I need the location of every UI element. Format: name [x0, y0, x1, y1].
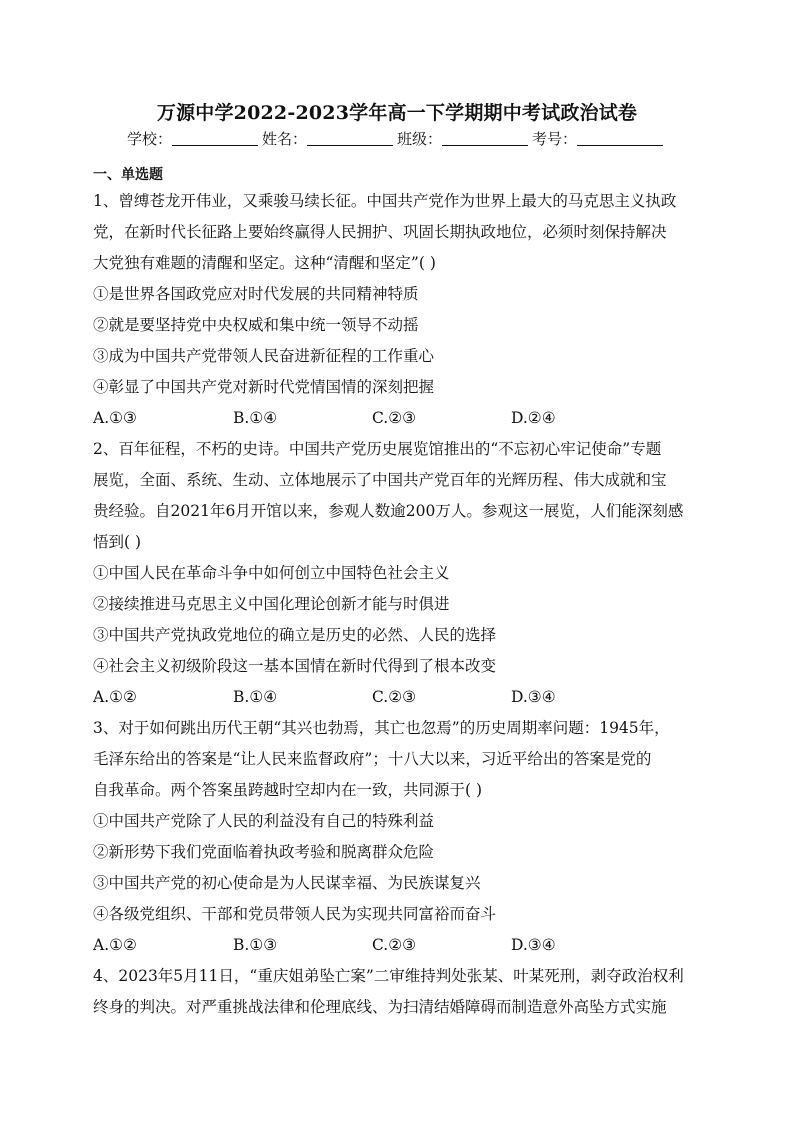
question-list [93, 186, 705, 1023]
question-stem-line: 毛泽东给出的答案是“让人民来监督政府”；十八大以来，习近平给出的答案是党的 [93, 750, 652, 768]
answer-choice[interactable]: A.①② [93, 688, 137, 706]
question-2 [93, 434, 705, 713]
statement-option: ③中国共产党执政党地位的确立是历史的必然、人民的选择 [93, 626, 497, 644]
question-stem-line: 4、2023年5月11日，“重庆姐弟坠亡案”二审维持判处张某、叶某死刑，剥夺政治权利 [93, 967, 684, 985]
statement-option: ②就是要坚持党中央权威和集中统一领导不动摇 [93, 316, 419, 334]
statement-option: ①中国人民在革命斗争中如何创立中国特色社会主义 [93, 564, 450, 582]
school-label: 学校： [126, 130, 172, 148]
statement-option: ④社会主义初级阶段这一基本国情在新时代得到了根本改变 [93, 657, 497, 675]
answer-choices [93, 682, 705, 713]
statement-option: ④彰显了中国共产党对新时代党情国情的深刻把握 [93, 378, 435, 396]
section-title: 一、单选题 [93, 167, 163, 183]
class-blank[interactable] [442, 131, 528, 146]
answer-choice[interactable]: A.①③ [93, 409, 137, 427]
statement-option: ③中国共产党的初心使命是为人民谋幸福、为民族谋复兴 [93, 874, 481, 892]
class-label: 班级： [397, 130, 443, 148]
question-1 [93, 186, 705, 434]
statement-option: ②接续推进马克思主义中国化理论创新才能与时俱进 [93, 595, 450, 613]
questions-area [93, 164, 705, 1023]
page-title: 万源中学2022-2023学年高一下学期期中考试政治试卷 [156, 102, 638, 124]
question-stem-line: 2、百年征程，不朽的史诗。中国共产党历史展览馆推出的“不忘初心牢记使命”专题 [93, 440, 662, 458]
statement-option: ①是世界各国政党应对时代发展的共同精神特质 [93, 285, 419, 303]
answer-choices [93, 930, 705, 961]
question-stem-line: 展览，全面、系统、生动、立体地展示了中国共产党百年的光辉历程、伟大成就和宝 [93, 471, 667, 489]
answer-choice[interactable]: C.②③ [372, 936, 417, 954]
school-blank[interactable] [172, 131, 258, 146]
question-3 [93, 713, 705, 961]
answer-choice[interactable]: C.②③ [372, 688, 417, 706]
statement-option: ③成为中国共产党带领人民奋进新征程的工作重心 [93, 347, 435, 365]
question-stem-line: 悟到( ) [93, 533, 142, 551]
question-stem-line: 自我革命。两个答案虽跨越时空却内在一致，共同源于( ) [93, 781, 483, 799]
name-blank[interactable] [307, 131, 393, 146]
answer-choice[interactable]: B.①③ [233, 936, 278, 954]
answer-choice[interactable]: D.③④ [511, 936, 556, 954]
statement-option: ②新形势下我们党面临着执政考验和脱离群众危险 [93, 843, 435, 861]
answer-choice[interactable]: B.①④ [233, 688, 278, 706]
answer-choice[interactable]: D.③④ [511, 688, 556, 706]
question-stem-line: 3、对于如何跳出历代王朝“其兴也勃焉，其亡也忽焉”的历史周期率问题：1945年， [93, 719, 670, 737]
answer-choices [93, 403, 705, 434]
question-4 [93, 961, 705, 1023]
answer-choice[interactable]: D.②④ [511, 409, 556, 427]
info-line [0, 128, 794, 149]
question-stem-line: 大党独有难题的清醒和坚定。这种“清醒和坚定”( ) [93, 254, 436, 272]
answer-choice[interactable]: C.②③ [372, 409, 417, 427]
question-stem-line: 终身的判决。对严重挑战法律和伦理底线、为扫清结婚障碍而制造意外高坠方式实施 [93, 998, 667, 1016]
answer-choice[interactable]: B.①④ [233, 409, 278, 427]
statement-option: ①中国共产党除了人民的利益没有自己的特殊利益 [93, 812, 435, 830]
exam-no-label: 考号： [532, 130, 578, 148]
name-label: 姓名： [261, 130, 307, 148]
statement-option: ④各级党组织、干部和党员带领人民为实现共同富裕而奋斗 [93, 905, 497, 923]
question-stem-line: 贵经验。自2021年6月开馆以来，参观人数逾200万人。参观这一展览，人们能深刻感 [93, 502, 684, 520]
exam-no-blank[interactable] [577, 131, 663, 146]
question-stem-line: 1、曾缚苍龙开伟业，又乘骏马续长征。中国共产党作为世界上最大的马克思主义执政 [93, 192, 677, 210]
answer-choice[interactable]: A.①② [93, 936, 137, 954]
question-stem-line: 党，在新时代长征路上要始终赢得人民拥护、巩固长期执政地位，必须时刻保持解决 [93, 223, 667, 241]
